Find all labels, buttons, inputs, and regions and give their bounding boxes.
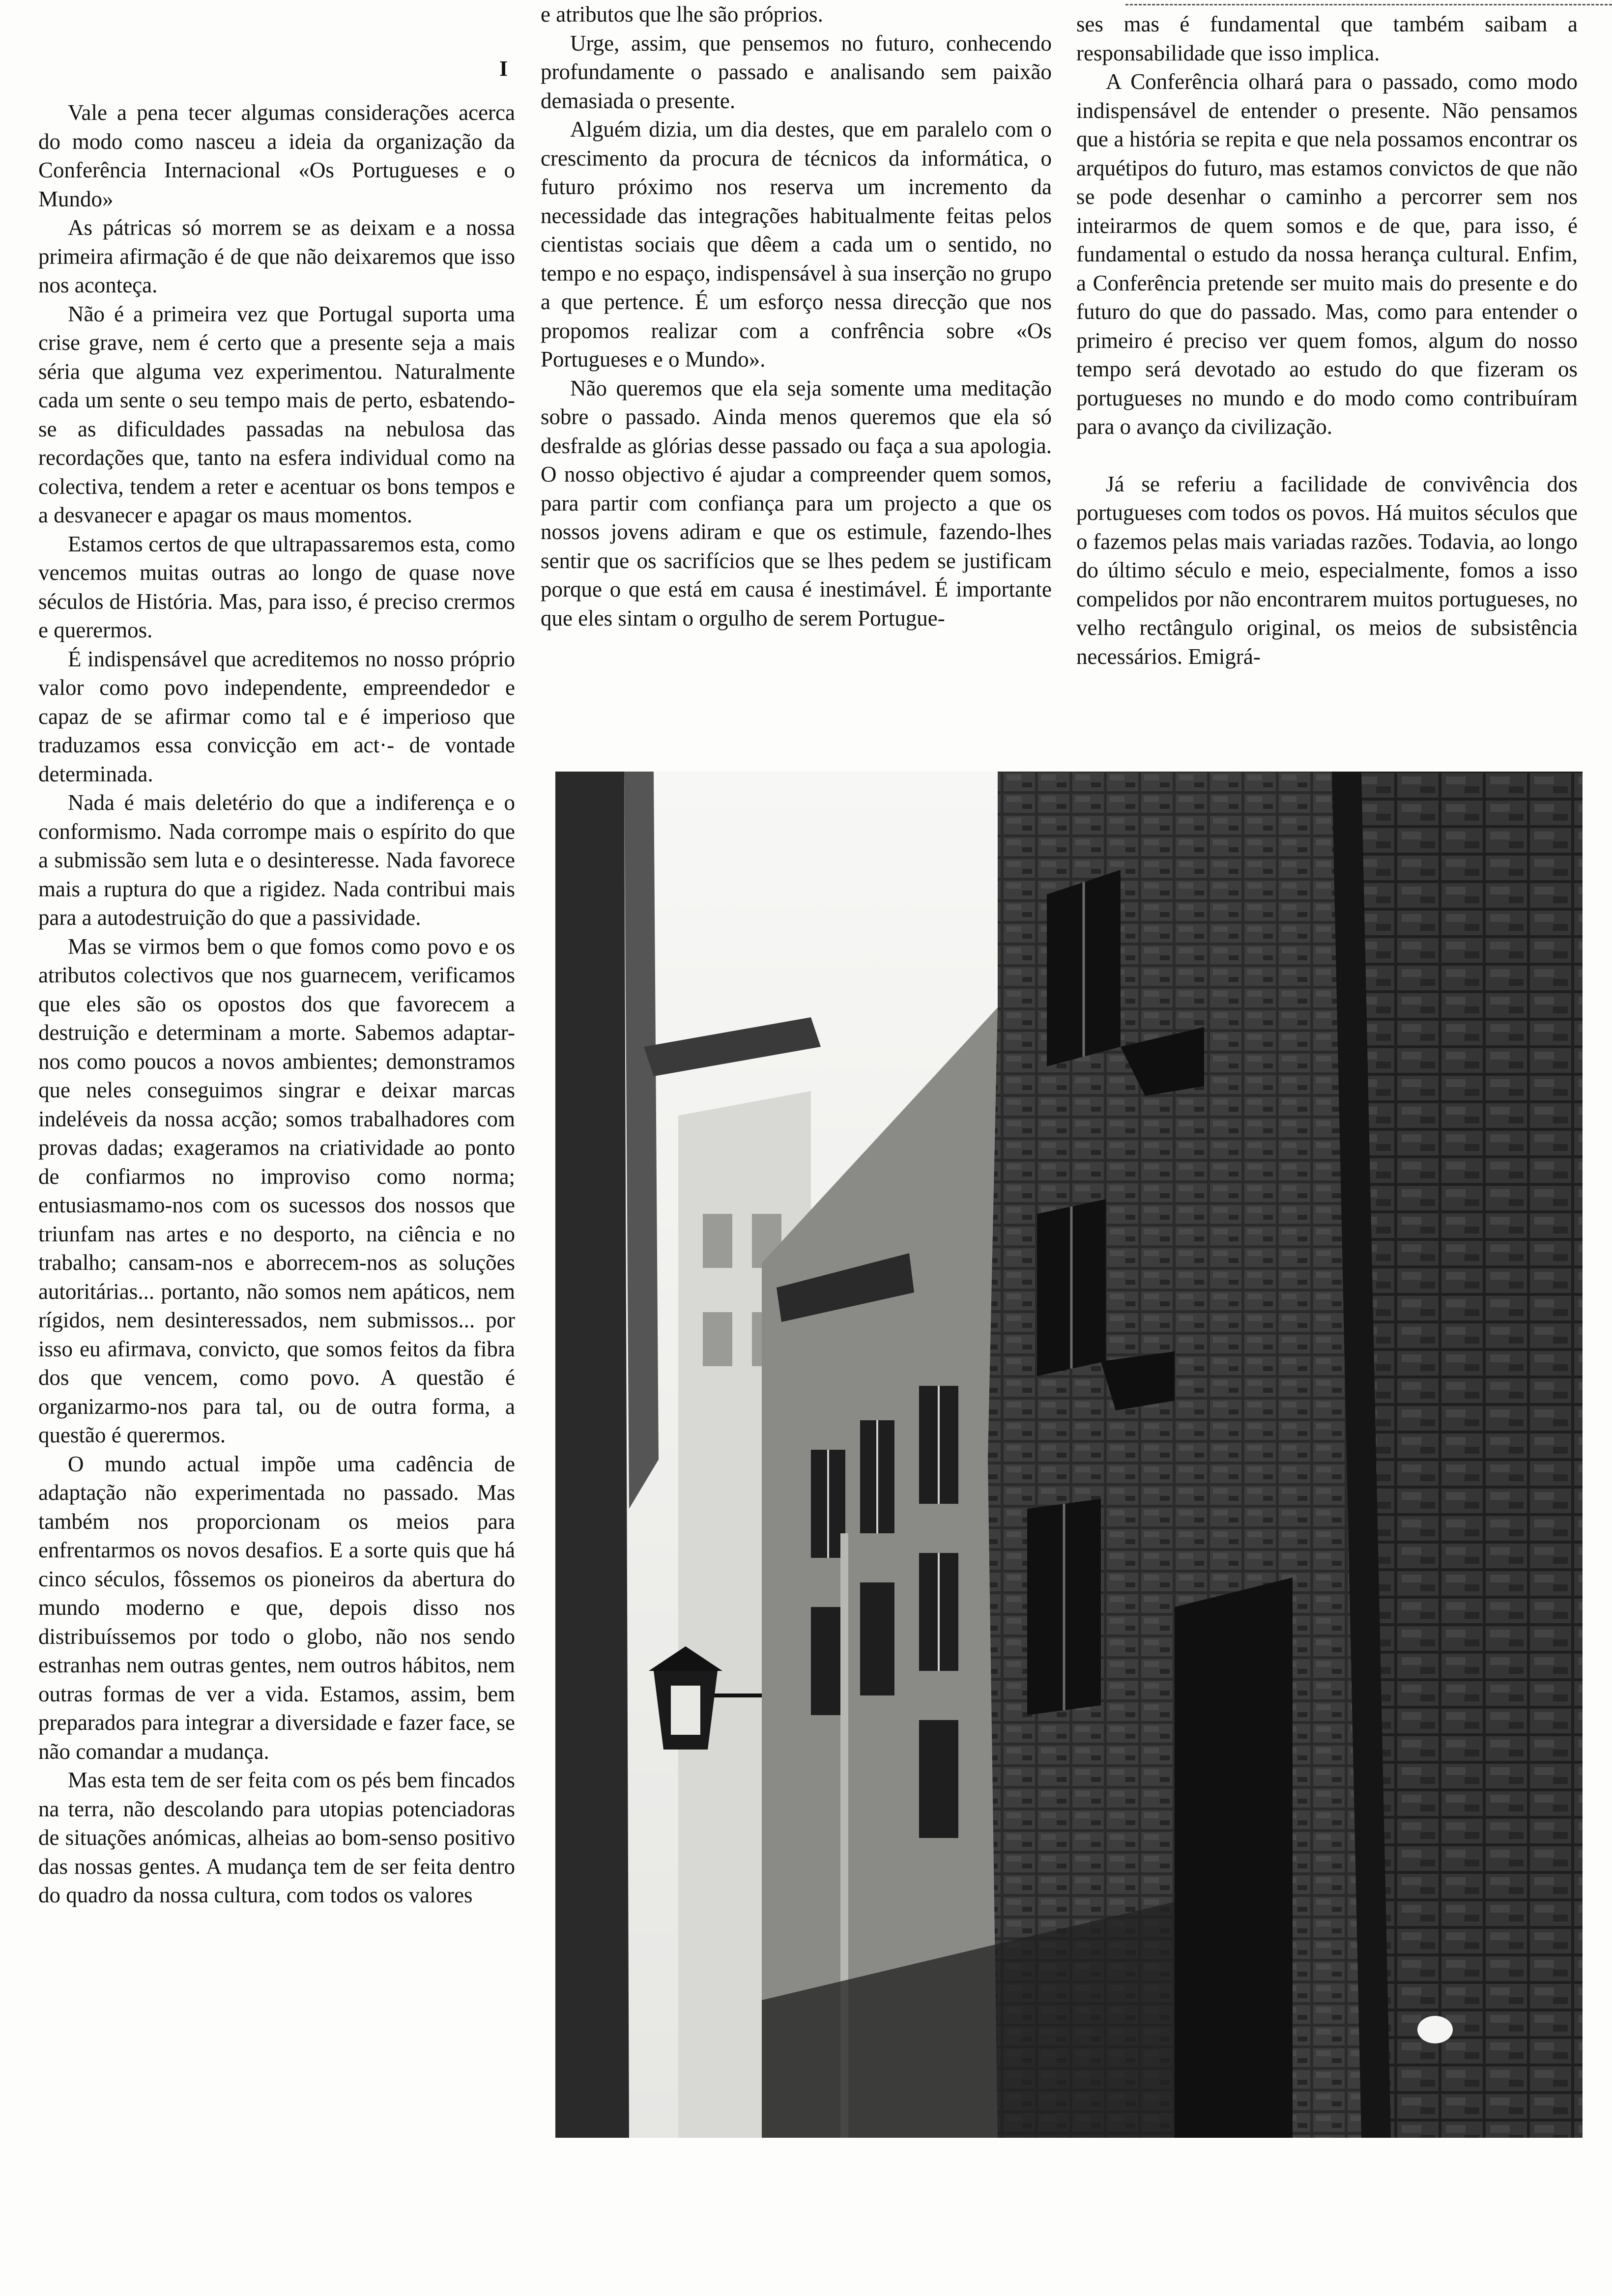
paragraph: Mas esta tem de ser feita com os pés bem fincados na terra, não descolando para utopias potenciadoras de situações anómicas, alheias ao bom-senso positivo das nossas gentes. A mudança tem de ser feita dentro do quadro da nossa cultura, com todos os valores bbox=[38, 1768, 515, 1907]
paragraph: Já se referiu a facilidade de convivência dos portugueses com todos os povos. Há muitos séculos que o fazemos pelas mais variadas razões. Todavia, ao longo do último século e meio, especialmente, fomos a isso compelidos por não encontrarem muitos portugueses, no velho rectângulo original, os meios de subsistência necessários. Emigrá- bbox=[1076, 471, 1578, 669]
paragraph: Não é a primeira vez que Portugal suporta uma crise grave, nem é certo que a presente seja a mais séria que alguma vez experimentou. Naturalmente cada um sente o seu tempo mais de perto, esbatendo-se as dificuldades passadas na nebulosa das recordações que, tanto na esfera individual como na colectiva, tendem a reter e acentuar os bons tempos e a desvanecer e apagar os maus momentos. bbox=[38, 301, 515, 527]
paragraph: As pátricas só morrem se as deixam e a nossa primeira afirmação é de que não deixaremos que isso nos aconteça. bbox=[38, 215, 515, 297]
section-marker: I bbox=[499, 57, 508, 81]
paragraph: Estamos certos de que ultrapassaremos esta, como vencemos muitas outras ao longo de quase nove séculos de História. Mas, para isso, é preciso crermos e querermos. bbox=[38, 531, 515, 642]
paragraph: Urge, assim, que pensemos no futuro, conhecendo profundamente o passado e analisando sem paixão demasiada o presente. bbox=[541, 30, 1052, 113]
left-building bbox=[555, 772, 629, 2138]
paragraph: Vale a pena tecer algumas considerações acerca do modo como nasceu a ideia da organização da Conferência Internacional «Os Portugueses e o Mundo» bbox=[38, 100, 515, 211]
article-column-2 bbox=[541, 0, 1052, 632]
paragraph: É indispensável que acreditemos no nosso próprio valor como povo independente, empreendedor e capaz de se afirmar como tal e é imperioso que traduzamos essa convicção em act·- de vontade determinada. bbox=[38, 646, 515, 786]
article-column-3 bbox=[1076, 10, 1578, 671]
paragraph: Não queremos que ela seja somente uma meditação sobre o passado. Ainda menos queremos que ela só desfralde as glórias desse passado ou faça a sua apologia. O nosso objectivo é ajudar a compreender quem somos, para partir com confiança para um projecto a que os nossos jovens adiram e que os estimule, fazendo-lhes sentir que os sacrifícios que se lhes pedem se justificam porque o que está em causa é inestimável. É importante que eles sintam o orgulho de serem Portugue- bbox=[541, 375, 1052, 631]
article-column-1 bbox=[38, 98, 515, 1910]
paragraph: Mas se virmos bem o que fomos como povo e os atributos colectivos que nos guarnecem, verificamos que eles são os opostos dos que favorecem a destruição e determinam a morte. Sabemos adaptar-nos como poucos a novos ambientes; demonstramos que neles conseguimos singrar e deixar marcas indeléveis da nossa acção; somos trabalhadores com provas dadas; exageramos na criatividade ao ponto de confiarmos no improviso como norma; entusiasmamo-nos com os sucessos dos nossos que triunfam nas artes e no desporto, na ciência e no trabalho; cansam-nos e aborrecem-nos as soluções autoritárias... portanto, não somos nem apáticos, nem rígidos, nem desinteressados, nem submissos... por isso eu afirmava, convicto, que somos feitos da fibra dos que vencem, como povo. A questão é organizarmo-nos para tal, ou de outra forma, a questão é querermos. bbox=[38, 934, 515, 1447]
paragraph: e atributos que lhe são próprios. bbox=[541, 2, 823, 27]
paragraph: O mundo actual impõe uma cadência de adaptação não experimentada no passado. Mas também nos proporcionam os meios para enfrentarmos os novos desafios. E a sorte quis que há cinco séculos, fôssemos os pioneiros da abertura do mundo moderno e que, depois disso nos distribuíssemos por todo o globo, não nos sendo estranhas nem outras gentes, nem outros hábitos, nem outras formas de ver a vida. Estamos, assim, bem preparados para integrar a diversidade e fazer face, se não comandar a mudança. bbox=[38, 1451, 515, 1764]
street-photo-illustration bbox=[555, 772, 1583, 2138]
street-photo bbox=[555, 772, 1583, 2138]
paragraph: Alguém dizia, um dia destes, que em paralelo com o crescimento da procura de técnicos da informática, o futuro próximo nos reserva um incremento da necessidade das integrações habitualmente feitas pelos cientistas sociais que dêem a cada um o sentido, no tempo e no espaço, indispensável à sua inserção no grupo a que pertence. É um esforço nessa direcção que nos propomos realizar com a confrência sobre «Os Portugueses e o Mundo». bbox=[541, 117, 1052, 372]
paragraph: ses mas é fundamental que também saibam a responsabilidade que isso implica. bbox=[1076, 12, 1578, 65]
top-dashed-rule bbox=[1125, 4, 1612, 7]
paragraph: Nada é mais deletério do que a indiferença e o conformismo. Nada corrompe mais o espírito do que a submissão sem luta e o desinteresse. Nada favorece mais a ruptura do que a rigidez. Nada contribui mais para a autodestruição do que a passividade. bbox=[38, 790, 515, 930]
paragraph: A Conferência olhará para o passado, como modo indispensável de entender o presente. Não pensamos que a história se repita e que nela possamos encontrar os arquétipos do futuro, mas estamos convictos de que não se pode desenhar o caminho a percorrer sem nos inteirarmos de quem somos e de que, para isso, é fundamental o estudo da nossa herança cultural. Enfim, a Conferência pretende ser muito mais do presente e do futuro do que do passado. Mas, como para entender o primeiro é preciso ver quem fomos, algum do nosso tempo será devotado ao estudo do que fizeram os portugueses no mundo e do modo como contribuíram para o avanço da civilização. bbox=[1076, 69, 1578, 439]
